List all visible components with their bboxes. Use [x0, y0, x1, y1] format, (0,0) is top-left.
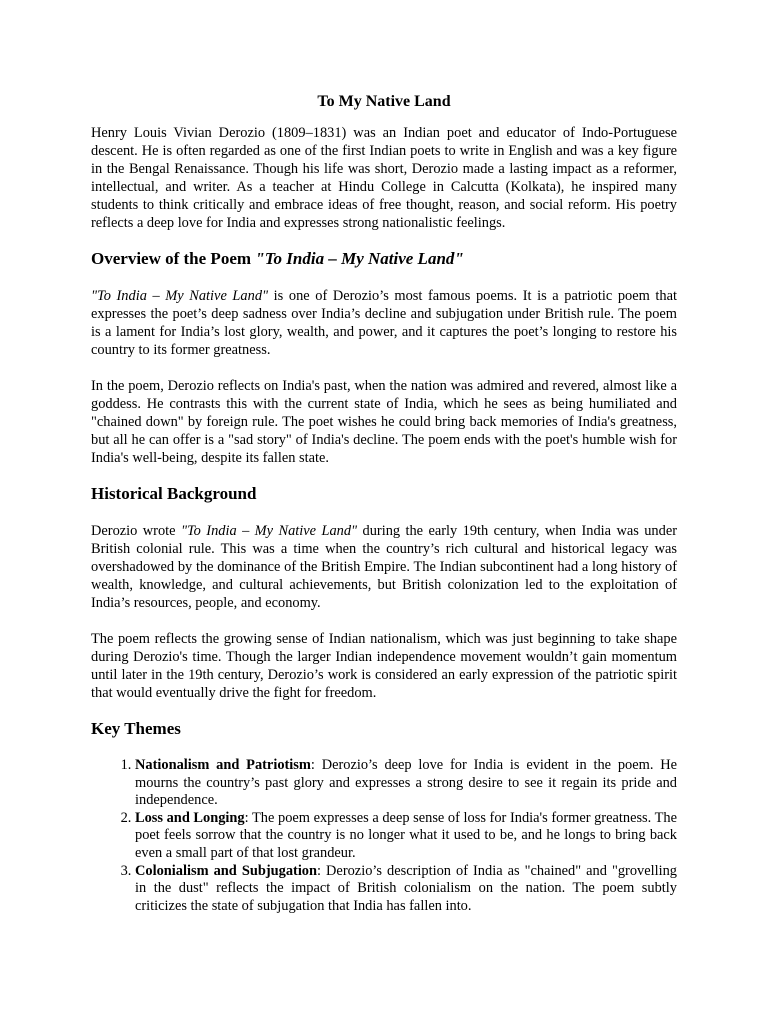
overview-paragraph-2: In the poem, Derozio reflects on India's past, when the nation was admired and revered, almost like a goddess. He contrasts this with the current state of India, which he sees as being humiliated and "chained down" by foreign rule. The poet wishes he could bring back memories of India's greatness, but all he can offer is a "sad story" of India's decline. The poem ends with the poet's humble wish for India's well-being, despite its fallen state.	[91, 378, 677, 466]
themes-heading: Key Themes	[91, 719, 181, 738]
list-item	[135, 863, 677, 916]
theme-term: Nationalism and Patriotism	[135, 757, 311, 773]
intro-paragraph: Henry Louis Vivian Derozio (1809–1831) was an Indian poet and educator of Indo-Portuguese descent. He is often regarded as one of the first Indian poets to write in English and was a key figure in the Bengal Renaissance. Though his life was short, Derozio made a lasting impact as a reformer, intellectual, and writer. As a teacher at Hindu College in Calcutta (Kolkata), he inspired many students to think critically and embrace ideas of free thought, reason, and social reform. His poetry reflects a deep love for India and expresses strong nationalistic feelings.	[91, 125, 677, 231]
overview-heading	[91, 249, 677, 269]
list-item	[135, 757, 677, 810]
document-title: To My Native Land	[317, 93, 451, 110]
history-paragraph-2: The poem reflects the growing sense of Indian nationalism, which was just beginning to take shape during Derozio's time. Though the larger Indian independence movement wouldn’t gain momentum until later in the 19th century, Derozio’s work is considered an early expression of the patriotic spirit that would eventually drive the fight for freedom.	[91, 631, 677, 701]
theme-term: Loss and Longing	[135, 809, 245, 826]
history-paragraph-1	[91, 522, 677, 612]
overview-paragraph-1-text: is one of Derozio’s most famous poems. It is a patriotic poem that expresses the poet’s deep sadness over India’s decline and subjugation under British rule. The poem is a lament for India’s lost glory, wealth, and power, and it captures the poet’s longing to restore his country to its former greatness.	[91, 288, 677, 358]
theme-term: Colonialism and Subjugation	[135, 862, 318, 879]
overview-heading-title: "To India – My Native Land"	[255, 249, 464, 268]
poem-title-reference: "To India – My Native Land"	[91, 288, 269, 304]
list-item	[135, 810, 677, 863]
theme-description: : The poem expresses a deep sense of loss for India's former greatness. The poet feels sorrow that the country is no longer what it used to be, and he longs to bring back even a small part of that lost grandeur.	[135, 809, 677, 861]
poem-title-reference: "To India – My Native Land"	[180, 523, 358, 539]
history-paragraph-1-start: Derozio wrote	[91, 523, 181, 539]
overview-heading-prefix: Overview of the Poem	[91, 249, 256, 268]
themes-list	[91, 757, 677, 915]
history-paragraph-1-text: during the early 19th century, when India was under British colonial rule. This was a time when the country’s rich cultural and historical legacy was overshadowed by the dominance of the British Empire. The Indian subcontinent had a long history of wealth, knowledge, and cultural achievements, but British colonization led to the exploitation of India’s resources, people, and economy.	[91, 523, 678, 611]
history-heading: Historical Background	[91, 484, 257, 503]
theme-description: : Derozio’s description of India as "chained" and "grovelling in the dust" reflects the impact of British colonialism on the nation. The poem subtly criticizes the state of subjugation that India has fallen into.	[135, 862, 677, 914]
theme-description: : Derozio’s deep love for India is evident in the poem. He mourns the country’s past glory and expresses a strong desire to see it regain its pride and independence.	[135, 757, 677, 809]
overview-paragraph-1	[91, 287, 677, 359]
